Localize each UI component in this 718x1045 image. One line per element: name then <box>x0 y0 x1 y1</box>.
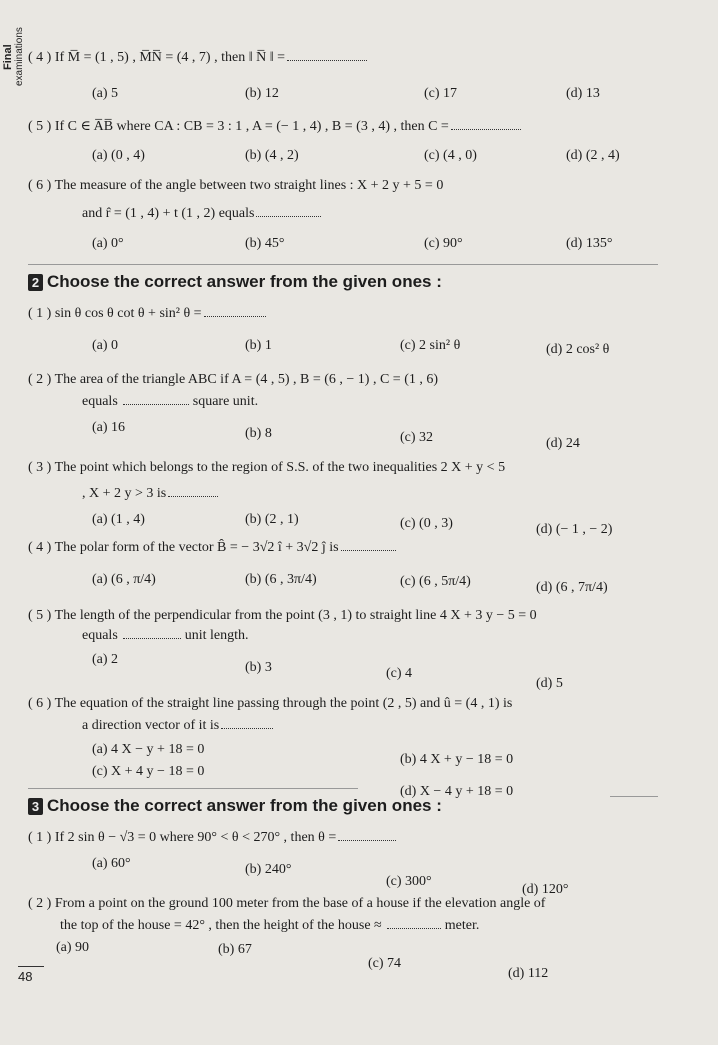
s3-q2-opt-d: (d) 112 <box>508 966 549 981</box>
s2-q4-opt-b: (b) (6 , 3π/4) <box>245 572 317 587</box>
s2-q5-opt-c: (c) 4 <box>386 666 413 681</box>
s3-q1-opt-d: (d) 120° <box>522 882 569 897</box>
section-3-title: Choose the correct answer from the given ones : <box>47 796 442 815</box>
s2-q1-opt-d: (d) 2 cos² θ <box>546 342 610 357</box>
section-3-heading <box>28 796 442 816</box>
s2-q5-line2a: equals <box>82 628 118 643</box>
s2-q2-opt-d: (d) 24 <box>546 436 580 451</box>
s3-q2-opt-b: (b) 67 <box>218 942 252 957</box>
s2-q2-opt-c: (c) 32 <box>400 430 434 445</box>
answer-blank <box>256 216 321 217</box>
s2-q2-line1: ( 2 ) The area of the triangle ABC if A = (4 , 5) , B = (6 , − 1) , C = (1 , 6) <box>28 372 439 387</box>
s1-q6-opt-b: (b) 45° <box>245 236 285 251</box>
s2-q6-opt-c: (c) X + 4 y − 18 = 0 <box>92 764 205 779</box>
s2-q2-line2a: equals <box>82 394 118 409</box>
s1-q4-opt-b: (b) 12 <box>245 86 279 101</box>
divider <box>28 264 658 265</box>
s2-q4-opt-c: (c) (6 , 5π/4) <box>400 574 471 589</box>
s1-q4 <box>28 50 367 66</box>
s2-q4-text: ( 4 ) The polar form of the vector B̂ = − 3√2 î + 3√2 ĵ is <box>28 540 339 555</box>
s1-q4-opt-c: (c) 17 <box>424 86 458 101</box>
divider <box>28 788 358 789</box>
s2-q4-opt-a: (a) (6 , π/4) <box>92 572 156 587</box>
answer-blank <box>287 60 367 61</box>
s3-q1 <box>28 830 396 846</box>
s2-q6-line2: a direction vector of it is <box>82 718 220 733</box>
s2-q6-line1: ( 6 ) The equation of the straight line passing through the point (2 , 5) and û = (4 , 1) is <box>28 696 513 711</box>
s2-q3-opt-d: (d) (− 1 , − 2) <box>536 522 613 537</box>
s3-q2-line2b: meter. <box>444 918 480 933</box>
s2-q1-text: ( 1 ) sin θ cos θ cot θ + sin² θ = <box>28 306 202 321</box>
s1-q6-line1: ( 6 ) The measure of the angle between two straight lines : X + 2 y + 5 = 0 <box>28 178 444 193</box>
answer-blank <box>341 550 396 551</box>
s1-q4-opt-d: (d) 13 <box>566 86 600 101</box>
answer-blank <box>387 928 441 929</box>
s2-q5-opt-a: (a) 2 <box>92 652 119 667</box>
s2-q6 <box>82 718 273 734</box>
s2-q5-line2 <box>82 628 249 644</box>
s2-q2-opt-a: (a) 16 <box>92 420 126 435</box>
s1-q6-opt-d: (d) 135° <box>566 236 613 251</box>
s1-q5-opt-b: (b) (4 , 2) <box>245 148 299 163</box>
section-2-badge: 2 <box>28 274 43 291</box>
s1-q6 <box>82 206 321 222</box>
s2-q4 <box>28 540 396 556</box>
side-tag-final: Final <box>2 44 14 70</box>
s1-q6-opt-a: (a) 0° <box>92 236 124 251</box>
s3-q1-opt-b: (b) 240° <box>245 862 292 877</box>
s2-q2-line2 <box>82 394 258 410</box>
answer-blank <box>221 728 273 729</box>
s2-q5-opt-d: (d) 5 <box>536 676 563 691</box>
s2-q1-opt-c: (c) 2 sin² θ <box>400 338 461 353</box>
s3-q2-opt-a: (a) 90 <box>56 940 90 955</box>
s2-q1-opt-b: (b) 1 <box>245 338 272 353</box>
answer-blank <box>451 129 521 130</box>
s3-q2-line1: ( 2 ) From a point on the ground 100 meter from the base of a house if the elevation angle of <box>28 896 546 911</box>
s1-q6-line2: and r̂ = (1 , 4) + t (1 , 2) equals <box>82 206 255 221</box>
s2-q3-line2: , X + 2 y > 3 is <box>82 486 167 501</box>
s1-q5-opt-d: (d) (2 , 4) <box>566 148 620 163</box>
side-tag <box>2 18 28 96</box>
s2-q3-opt-a: (a) (1 , 4) <box>92 512 145 527</box>
page-number: 48 <box>18 966 44 984</box>
answer-blank <box>204 316 266 317</box>
answer-blank <box>123 404 189 405</box>
s3-q1-opt-a: (a) 60° <box>92 856 131 871</box>
s2-q3 <box>82 486 218 502</box>
s3-q2-line2 <box>60 918 479 934</box>
section-3-badge: 3 <box>28 798 43 815</box>
section-2-heading <box>28 272 442 292</box>
s2-q4-opt-d: (d) (6 , 7π/4) <box>536 580 608 595</box>
divider <box>610 796 658 797</box>
s1-q4-opt-a: (a) 5 <box>92 86 119 101</box>
s2-q6-opt-d: (d) X − 4 y + 18 = 0 <box>400 784 514 799</box>
s1-q4-text: ( 4 ) If M̅ = (1 , 5) , M̅N̅ = (4 , 7) , then ‖ N̅ ‖ = <box>28 50 286 65</box>
s1-q6-opt-c: (c) 90° <box>424 236 463 251</box>
s2-q1 <box>28 306 266 322</box>
s2-q5-line2b: unit length. <box>184 628 249 643</box>
s2-q5-line1: ( 5 ) The length of the perpendicular from the point (3 , 1) to straight line 4 X + 3 y − 5 = 0 <box>28 608 537 623</box>
answer-blank <box>123 638 181 639</box>
s3-q2-line2a: the top of the house = 42° , then the height of the house ≈ <box>60 918 382 933</box>
s3-q2-opt-c: (c) 74 <box>368 956 402 971</box>
s2-q1-opt-a: (a) 0 <box>92 338 119 353</box>
answer-blank <box>338 840 396 841</box>
s2-q3-opt-c: (c) (0 , 3) <box>400 516 453 531</box>
s3-q1-text: ( 1 ) If 2 sin θ − √3 = 0 where 90° < θ < 270° , then θ = <box>28 830 337 845</box>
s2-q2-line2b: square unit. <box>192 394 259 409</box>
s2-q6-opt-b: (b) 4 X + y − 18 = 0 <box>400 752 514 767</box>
s2-q3-line1: ( 3 ) The point which belongs to the region of S.S. of the two inequalities 2 X + y < 5 <box>28 460 506 475</box>
s2-q6-opt-a: (a) 4 X − y + 18 = 0 <box>92 742 205 757</box>
s3-q1-opt-c: (c) 300° <box>386 874 432 889</box>
section-2-title: Choose the correct answer from the given ones : <box>47 272 442 291</box>
answer-blank <box>168 496 218 497</box>
s2-q3-opt-b: (b) (2 , 1) <box>245 512 299 527</box>
s1-q5-text: ( 5 ) If C ∈ A̅B̅ where CA : CB = 3 : 1 , A = (− 1 , 4) , B = (3 , 4) , then C = <box>28 119 449 134</box>
s2-q2-opt-b: (b) 8 <box>245 426 272 441</box>
side-tag-examinations: examinations <box>14 27 25 87</box>
s1-q5-opt-a: (a) (0 , 4) <box>92 148 145 163</box>
s1-q5 <box>28 118 521 135</box>
s1-q5-opt-c: (c) (4 , 0) <box>424 148 477 163</box>
s2-q5-opt-b: (b) 3 <box>245 660 272 675</box>
